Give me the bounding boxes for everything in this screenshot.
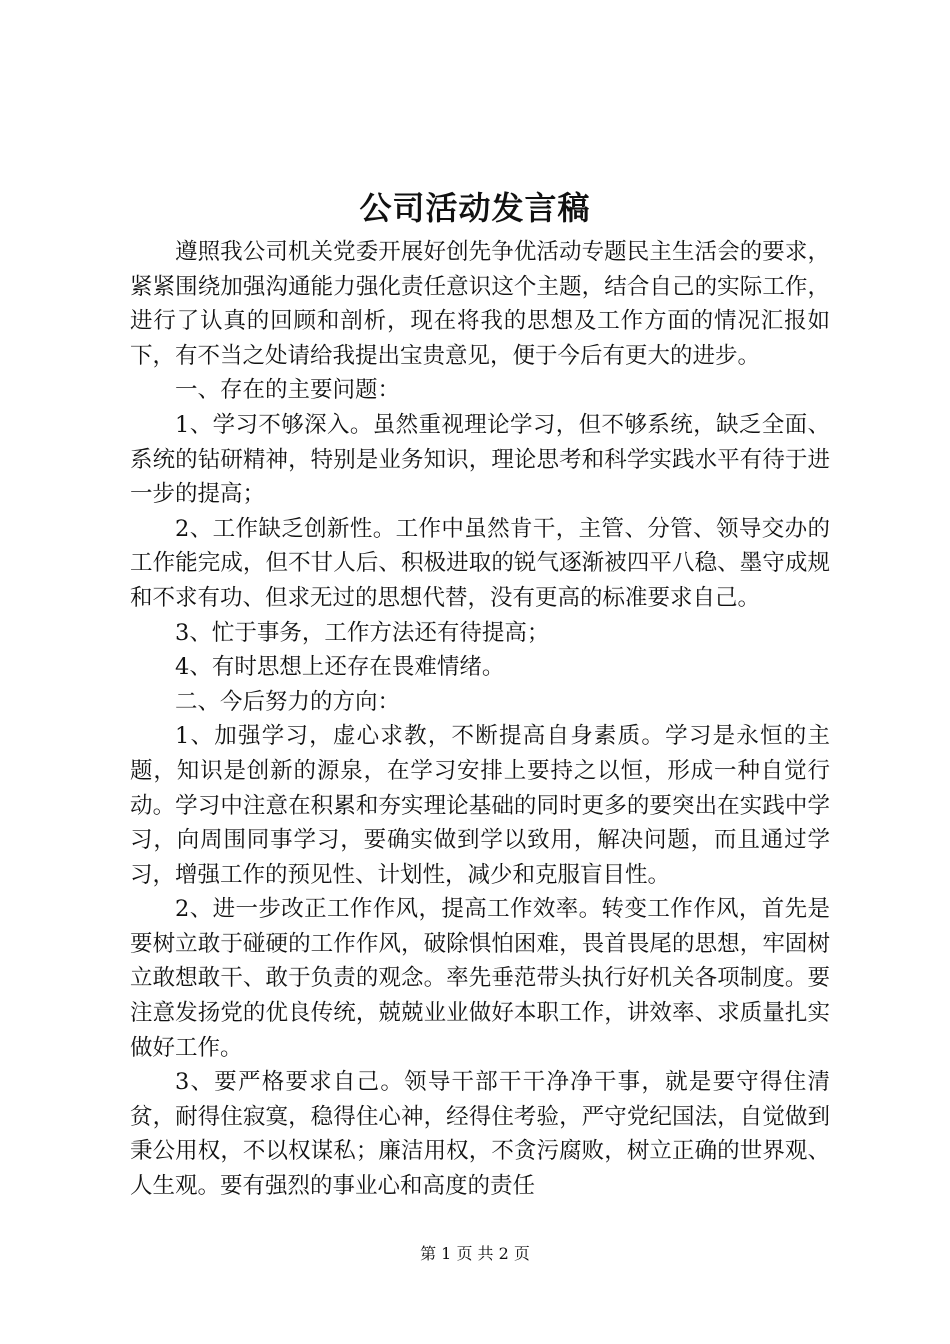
paragraph-direction-1: 1、加强学习，虚心求教，不断提高自身素质。学习是永恒的主题，知识是创新的源泉，在学习安排上要持之以恒，形成一种自觉行动。学习中注意在积累和夯实理论基础的同时更多的要突出在实践中学习，向周围同事学习，要确实做到学以致用，解决问题，而且通过学习，增强工作的预见性、计划性，减少和克服盲目性。 — [130, 723, 830, 888]
paragraph-problem-4: 4、有时思想上还存在畏难情绪。 — [175, 654, 505, 681]
document-title: 公司活动发言稿 — [359, 189, 591, 227]
paragraph-direction-3: 3、要严格要求自己。领导干部干干净净干事，就是要守得住清贫，耐得住寂寞，稳得住心神，经得住考验，严守党纪国法，自觉做到秉公用权，不以权谋私；廉洁用权，不贪污腐败，树立正确的世界观、人生观。要有强烈的事业心和高度的责任 — [130, 1069, 830, 1200]
paragraph-problem-1: 1、学习不够深入。虽然重视理论学习，但不够系统，缺乏全面、系统的钻研精神，特别是业务知识，理论思考和科学实践水平有待于进一步的提高； — [130, 411, 830, 508]
section-heading-problems: 一、存在的主要问题： — [175, 377, 401, 404]
paragraph-problem-2: 2、工作缺乏创新性。工作中虽然肯干，主管、分管、领导交办的工作能完成，但不甘人后、积极进取的锐气逐渐被四平八稳、墨守成规和不求有功、但求无过的思想代替，没有更高的标准要求自己。 — [130, 515, 830, 611]
paragraph-problem-3: 3、忙于事务，工作方法还有待提高； — [175, 619, 550, 646]
section-heading-direction: 二、今后努力的方向： — [175, 688, 401, 715]
paragraph-intro: 遵照我公司机关党委开展好创先争优活动专题民主生活会的要求，紧紧围绕加强沟通能力强化责任意识这个主题，结合自己的实际工作，进行了认真的回顾和剖析，现在将我的思想及工作方面的情况汇报如下，有不当之处请给我提出宝贵意见，便于今后有更大的进步。 — [130, 239, 830, 369]
document-body — [130, 235, 830, 1204]
page-number-footer: 第 1 页 共 2 页 — [420, 1244, 530, 1263]
paragraph-direction-2: 2、进一步改正工作作风，提高工作效率。转变工作作风，首先是要树立敢于碰硬的工作作风，破除惧怕困难，畏首畏尾的思想，牢固树立敢想敢干、敢于负责的观念。率先垂范带头执行好机关各项制度。要注意发扬党的优良传统，兢兢业业做好本职工作，讲效率、求质量扎实做好工作。 — [130, 896, 830, 1061]
